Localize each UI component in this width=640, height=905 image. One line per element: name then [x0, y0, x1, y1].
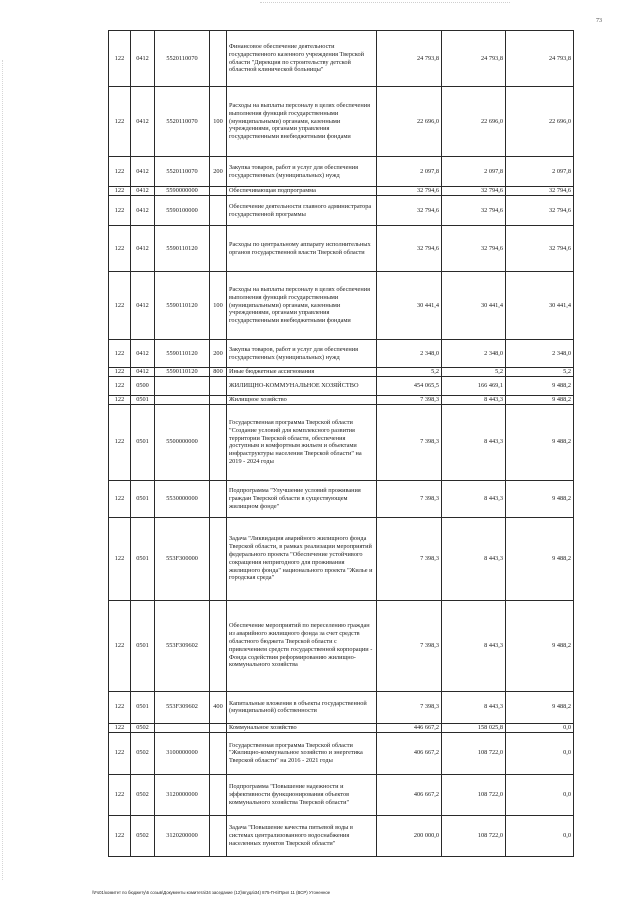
cell-amount-3: 30 441,4 — [506, 272, 574, 340]
cell-section: 0501 — [131, 404, 155, 480]
cell-grbs: 122 — [109, 774, 131, 815]
cell-amount-3: 9 488,2 — [506, 480, 574, 517]
cell-amount-1: 5,2 — [377, 368, 442, 377]
cell-expense-type: 800 — [210, 368, 227, 377]
table-row — [109, 815, 574, 856]
cell-amount-1: 7 398,3 — [377, 480, 442, 517]
table-row — [109, 272, 574, 340]
table-row — [109, 226, 574, 272]
table-row — [109, 31, 574, 87]
cell-amount-1: 2 348,0 — [377, 340, 442, 368]
cell-amount-1: 406 667,2 — [377, 732, 442, 774]
cell-target-article: 5520110070 — [155, 31, 210, 87]
cell-name: Обеспечивающая подпрограмма — [227, 187, 377, 196]
cell-amount-3: 9 488,2 — [506, 376, 574, 395]
cell-grbs: 122 — [109, 376, 131, 395]
cell-amount-3: 9 488,2 — [506, 395, 574, 404]
cell-target-article: 553F300000 — [155, 517, 210, 600]
cell-section: 0502 — [131, 774, 155, 815]
budget-table — [108, 30, 574, 857]
cell-amount-1: 22 696,0 — [377, 87, 442, 157]
cell-name: Государственная программа Тверской области "Жилищно-коммунальное хозяйство и энергетика Тверской области" на 2016 - 2021 годы — [227, 732, 377, 774]
cell-section: 0501 — [131, 517, 155, 600]
cell-expense-type: 200 — [210, 340, 227, 368]
cell-section: 0501 — [131, 691, 155, 723]
cell-grbs: 122 — [109, 31, 131, 87]
cell-target-article: 553F309602 — [155, 600, 210, 691]
cell-section: 0412 — [131, 157, 155, 187]
cell-section: 0501 — [131, 395, 155, 404]
cell-expense-type: 200 — [210, 157, 227, 187]
cell-expense-type — [210, 600, 227, 691]
cell-amount-1: 32 794,6 — [377, 226, 442, 272]
cell-grbs: 122 — [109, 368, 131, 377]
cell-section: 0502 — [131, 723, 155, 732]
cell-expense-type: 400 — [210, 691, 227, 723]
cell-target-article: 5520110070 — [155, 157, 210, 187]
cell-target-article — [155, 376, 210, 395]
table-row — [109, 368, 574, 377]
cell-amount-3: 0,0 — [506, 774, 574, 815]
table-row — [109, 196, 574, 226]
cell-name: Подпрограмма "Улучшение условий проживания граждан Тверской области в существующем жилищном фонде" — [227, 480, 377, 517]
cell-amount-2: 32 794,6 — [442, 226, 506, 272]
cell-amount-2: 8 443,3 — [442, 480, 506, 517]
cell-amount-2: 22 696,0 — [442, 87, 506, 157]
cell-grbs: 122 — [109, 272, 131, 340]
cell-amount-1: 32 794,6 — [377, 187, 442, 196]
cell-section: 0412 — [131, 226, 155, 272]
table-row — [109, 340, 574, 368]
cell-amount-3: 0,0 — [506, 723, 574, 732]
table-row — [109, 774, 574, 815]
cell-name: Задача "Ликвидация аварийного жилищного фонда Тверской области, в рамках реализации мероприятий федерального проекта "Обеспечение устойчивого сокращения непригодного для проживания жилищного фонда" национального проекта "Жилье и городская среда" — [227, 517, 377, 600]
cell-target-article: 5590110120 — [155, 226, 210, 272]
cell-amount-1: 7 398,3 — [377, 517, 442, 600]
cell-amount-2: 2 348,0 — [442, 340, 506, 368]
cell-name: ЖИЛИЩНО-КОММУНАЛЬНОЕ ХОЗЯЙСТВО — [227, 376, 377, 395]
table-row — [109, 376, 574, 395]
cell-amount-1: 454 065,5 — [377, 376, 442, 395]
cell-name: Закупка товаров, работ и услуг для обеспечения государственных (муниципальных) нужд — [227, 157, 377, 187]
cell-section: 0412 — [131, 340, 155, 368]
table-row — [109, 517, 574, 600]
cell-target-article: 5590110120 — [155, 368, 210, 377]
cell-expense-type — [210, 517, 227, 600]
cell-target-article — [155, 723, 210, 732]
cell-target-article: 5500000000 — [155, 404, 210, 480]
cell-amount-3: 32 794,6 — [506, 187, 574, 196]
table-row — [109, 723, 574, 732]
table-row — [109, 480, 574, 517]
cell-name: Иные бюджетные ассигнования — [227, 368, 377, 377]
cell-name: Закупка товаров, работ и услуг для обеспечения государственных (муниципальных) нужд — [227, 340, 377, 368]
cell-expense-type: 100 — [210, 87, 227, 157]
cell-grbs: 122 — [109, 187, 131, 196]
cell-amount-2: 166 469,1 — [442, 376, 506, 395]
cell-amount-3: 9 488,2 — [506, 600, 574, 691]
cell-grbs: 122 — [109, 196, 131, 226]
cell-amount-3: 9 488,2 — [506, 691, 574, 723]
cell-name: Обеспечение деятельности главного администратора государственной программы — [227, 196, 377, 226]
cell-expense-type — [210, 196, 227, 226]
file-path-footer: \\Fs01\комитет по бюджету\6 созыв\Документы комитета\34 заседание (12)\вгуда\34) 875-П-6\Прил 11 (ВСР) Утоненное — [92, 890, 331, 895]
cell-amount-3: 22 696,0 — [506, 87, 574, 157]
cell-expense-type — [210, 732, 227, 774]
cell-section: 0412 — [131, 87, 155, 157]
cell-amount-1: 7 398,3 — [377, 395, 442, 404]
cell-expense-type — [210, 31, 227, 87]
scan-artifact-margin — [2, 60, 5, 880]
table-row — [109, 691, 574, 723]
cell-amount-1: 7 398,3 — [377, 600, 442, 691]
cell-amount-2: 158 025,8 — [442, 723, 506, 732]
table-row — [109, 732, 574, 774]
table-row — [109, 87, 574, 157]
cell-target-article: 5590110120 — [155, 340, 210, 368]
cell-grbs: 122 — [109, 226, 131, 272]
cell-amount-3: 32 794,6 — [506, 226, 574, 272]
cell-amount-3: 0,0 — [506, 732, 574, 774]
cell-section: 0412 — [131, 187, 155, 196]
cell-amount-1: 7 398,3 — [377, 404, 442, 480]
cell-amount-3: 2 097,8 — [506, 157, 574, 187]
cell-amount-3: 9 488,2 — [506, 517, 574, 600]
cell-section: 0412 — [131, 31, 155, 87]
cell-name: Расходы по центральному аппарату исполнительных органов государственной власти Тверской области — [227, 226, 377, 272]
cell-amount-3: 5,2 — [506, 368, 574, 377]
cell-amount-2: 2 097,8 — [442, 157, 506, 187]
cell-expense-type: 100 — [210, 272, 227, 340]
cell-name: Жилищное хозяйство — [227, 395, 377, 404]
cell-section: 0412 — [131, 272, 155, 340]
cell-expense-type — [210, 226, 227, 272]
cell-amount-2: 8 443,3 — [442, 517, 506, 600]
cell-grbs: 122 — [109, 480, 131, 517]
cell-amount-1: 200 000,0 — [377, 815, 442, 856]
cell-name: Обеспечение мероприятий по переселению граждан из аварийного жилищного фонда за счет средств областного бюджета Тверской области с привлечением средств государственной корпорации - Фонда содействия реформированию жилищно-коммунального хозяйства — [227, 600, 377, 691]
cell-section: 0501 — [131, 600, 155, 691]
cell-section: 0502 — [131, 732, 155, 774]
table-row — [109, 157, 574, 187]
cell-amount-2: 32 794,6 — [442, 196, 506, 226]
cell-grbs: 122 — [109, 157, 131, 187]
cell-amount-1: 2 097,8 — [377, 157, 442, 187]
cell-expense-type — [210, 480, 227, 517]
cell-section: 0501 — [131, 480, 155, 517]
cell-amount-2: 30 441,4 — [442, 272, 506, 340]
cell-target-article: 3100000000 — [155, 732, 210, 774]
cell-grbs: 122 — [109, 691, 131, 723]
cell-grbs: 122 — [109, 815, 131, 856]
cell-amount-2: 108 722,0 — [442, 774, 506, 815]
cell-target-article: 5590100000 — [155, 196, 210, 226]
cell-target-article: 553F309602 — [155, 691, 210, 723]
cell-amount-2: 108 722,0 — [442, 815, 506, 856]
cell-amount-3: 32 794,6 — [506, 196, 574, 226]
table-row — [109, 187, 574, 196]
cell-expense-type — [210, 187, 227, 196]
table-row — [109, 404, 574, 480]
cell-amount-2: 24 793,8 — [442, 31, 506, 87]
cell-name: Расходы на выплаты персоналу в целях обеспечения выполнения функций государственными (муниципальными) органами, казенными учреждениями, органами управления государственными внебюджетными фондами — [227, 87, 377, 157]
cell-target-article — [155, 395, 210, 404]
cell-grbs: 122 — [109, 395, 131, 404]
cell-grbs: 122 — [109, 600, 131, 691]
cell-name: Задача "Повышение качества питьевой воды в системах централизованного водоснабжения населенных пунктов Тверской области" — [227, 815, 377, 856]
cell-amount-2: 108 722,0 — [442, 732, 506, 774]
cell-grbs: 122 — [109, 87, 131, 157]
cell-grbs: 122 — [109, 732, 131, 774]
cell-amount-2: 5,2 — [442, 368, 506, 377]
cell-expense-type — [210, 774, 227, 815]
cell-amount-1: 24 793,8 — [377, 31, 442, 87]
cell-section: 0502 — [131, 815, 155, 856]
cell-expense-type — [210, 723, 227, 732]
cell-section: 0412 — [131, 196, 155, 226]
cell-amount-2: 8 443,3 — [442, 691, 506, 723]
cell-expense-type — [210, 395, 227, 404]
cell-section: 0500 — [131, 376, 155, 395]
cell-name: Государственная программа Тверской области "Создание условий для комплексного развития территории Тверской области, обеспечения доступным и комфортным жильем и объектами инфраструктуры населения Тверской области" на 2019 - 2024 годы — [227, 404, 377, 480]
cell-target-article: 3120000000 — [155, 774, 210, 815]
cell-name: Капитальные вложения в объекты государственной (муниципальной) собственности — [227, 691, 377, 723]
cell-amount-2: 8 443,3 — [442, 404, 506, 480]
scan-artifact-marks — [260, 2, 510, 6]
cell-grbs: 122 — [109, 723, 131, 732]
cell-name: Финансовое обеспечение деятельности государственного казенного учреждения Тверской области "Дирекция по строительству детской областной клинической больницы" — [227, 31, 377, 87]
cell-name: Расходы на выплаты персоналу в целях обеспечения выполнения функций государственными (муниципальными) органами, казенными учреждениями, органами управления государственными внебюджетными фондами — [227, 272, 377, 340]
cell-expense-type — [210, 376, 227, 395]
page-number: 73 — [596, 18, 602, 24]
table-row — [109, 395, 574, 404]
cell-amount-3: 24 793,8 — [506, 31, 574, 87]
cell-amount-1: 30 441,4 — [377, 272, 442, 340]
cell-target-article: 5530000000 — [155, 480, 210, 517]
cell-amount-1: 446 667,2 — [377, 723, 442, 732]
cell-grbs: 122 — [109, 517, 131, 600]
cell-amount-1: 32 794,6 — [377, 196, 442, 226]
cell-amount-2: 8 443,3 — [442, 395, 506, 404]
cell-amount-2: 32 794,6 — [442, 187, 506, 196]
cell-amount-2: 8 443,3 — [442, 600, 506, 691]
cell-name: Подпрограмма "Повышение надежности и эффективности функционирования объектов коммунального хозяйства Тверской области" — [227, 774, 377, 815]
cell-amount-3: 0,0 — [506, 815, 574, 856]
cell-target-article: 3120200000 — [155, 815, 210, 856]
cell-amount-3: 2 348,0 — [506, 340, 574, 368]
cell-section: 0412 — [131, 368, 155, 377]
cell-amount-1: 406 667,2 — [377, 774, 442, 815]
cell-expense-type — [210, 815, 227, 856]
cell-grbs: 122 — [109, 340, 131, 368]
cell-amount-1: 7 398,3 — [377, 691, 442, 723]
cell-expense-type — [210, 404, 227, 480]
cell-target-article: 5590110120 — [155, 272, 210, 340]
cell-grbs: 122 — [109, 404, 131, 480]
cell-name: Коммунальное хозяйство — [227, 723, 377, 732]
table-row — [109, 600, 574, 691]
cell-amount-3: 9 488,2 — [506, 404, 574, 480]
cell-target-article: 5590000000 — [155, 187, 210, 196]
cell-target-article: 5520110070 — [155, 87, 210, 157]
